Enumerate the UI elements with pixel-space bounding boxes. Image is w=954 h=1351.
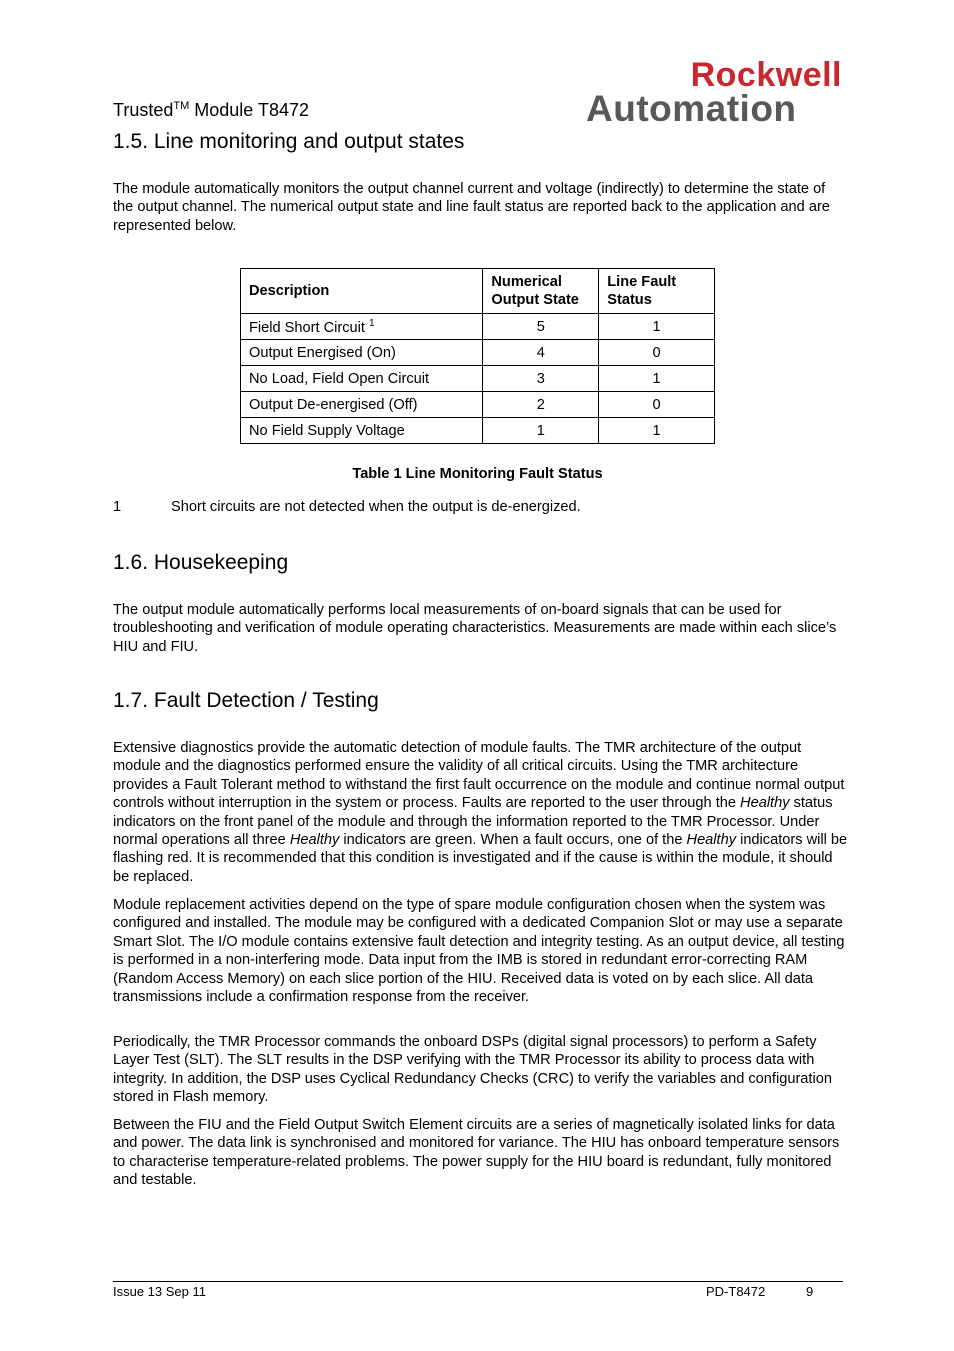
col-output-state: Numerical Output State [483, 269, 599, 314]
row-output-state: 3 [483, 366, 599, 392]
footer-page-number: 9 [806, 1284, 814, 1299]
p1-text-b: status indicators on the front panel of the module and through the information reported to the TMR Processor. Under normal operations all three [113, 795, 833, 849]
row-line-fault: 0 [599, 340, 715, 366]
title-rest: Module T8472 [189, 100, 310, 120]
table-row [241, 340, 715, 366]
footer-divider [113, 1281, 843, 1282]
p1-healthy-1: Healthy [740, 795, 790, 812]
heading-line-monitoring: 1.5. Line monitoring and output states [113, 130, 465, 153]
title-main: Trusted [113, 100, 174, 120]
p1-text-c: indicators are green. When a fault occurs, one of the [339, 832, 687, 849]
footnote-text: Short circuits are not detected when the output is de-energized. [171, 499, 581, 515]
trademark-sup: TM [173, 100, 190, 112]
row-description: No Field Supply Voltage [241, 418, 483, 444]
line-monitoring-intro: The module automatically monitors the output channel current and voltage (indirectly) to determine the state of the output channel. The numerical output state and line fault status are reported back to the application and are represented below. [113, 181, 830, 234]
row-description: Output Energised (On) [241, 340, 483, 366]
p1-text-a: Extensive diagnostics provide the automatic detection of module faults. The TMR architecture of the output module and the diagnostics performed ensure the validity of all critical circuits. Using the TMR architecture provides a Fault Tolerant method to withstand the first fault occurrence on the module and continue normal output controls without interruption in the system or process. Faults are reported to the user through the [113, 740, 845, 812]
logo-line-automation: Automation [586, 88, 797, 129]
p1-healthy-2: Healthy [289, 832, 340, 849]
col-description: Description [241, 269, 483, 314]
footer-doc-id: PD-T8472 [706, 1284, 766, 1299]
p1-text-d: indicators will be flashing red. It is recommended that this condition is investigated and if the cause is within the module, it should be replaced. [113, 832, 848, 885]
row-line-fault: 1 [599, 314, 715, 340]
row-line-fault: 1 [599, 418, 715, 444]
row-output-state: 4 [483, 340, 599, 366]
row-output-state: 2 [483, 392, 599, 418]
heading-housekeeping: 1.6. Housekeeping [113, 551, 289, 574]
table-caption: Table 1 Line Monitoring Fault Status [352, 466, 603, 482]
row-description [241, 314, 483, 340]
fault-detection-paragraph-2: Module replacement activities depend on the type of spare module configuration chosen when the system was configured and installed. The module may be configured with a dedicated Companion Slot or may use a separate Smart Slot. The I/O module contains extensive fault detection and integrity testing. As an output device, all testing is performed in a non-interfering mode. Data input from the IMB is stored in redundant error-correcting RAM (Random Access Memory) on each slice portion of the HIU. Received data is voted on by each slice. All data transmissions include a confirmation response from the receiver. [113, 897, 845, 1006]
table-row [241, 366, 715, 392]
document-title [113, 100, 309, 121]
row-line-fault: 0 [599, 392, 715, 418]
table-row [241, 314, 715, 340]
rockwell-automation-logo [586, 56, 846, 129]
row-description: Output De-energised (Off) [241, 392, 483, 418]
fault-status-table [240, 268, 715, 444]
footnote-number: 1 [113, 499, 122, 515]
row-desc-text: Field Short Circuit [249, 319, 370, 336]
housekeeping-body: The output module automatically performs local measurements of on-board signals that can be used for troubleshooting and verification of module operating characteristics. Measurements are made within each slice’s HIU and FIU. [113, 602, 837, 655]
footer-issue: Issue 13 Sep 11 [113, 1284, 206, 1299]
table-row [241, 392, 715, 418]
logo-line-rockwell: Rockwell [690, 56, 842, 94]
col-line-fault: Line Fault Status [599, 269, 715, 314]
row-line-fault: 1 [599, 366, 715, 392]
footnote-ref: 1 [369, 317, 375, 329]
row-output-state: 5 [483, 314, 599, 340]
row-description: No Load, Field Open Circuit [241, 366, 483, 392]
table-header-row [241, 269, 715, 314]
heading-fault-detection: 1.7. Fault Detection / Testing [113, 689, 379, 712]
fault-detection-paragraph-1 [113, 739, 848, 886]
fault-detection-paragraph-3: Periodically, the TMR Processor commands the onboard DSPs (digital signal processors) to perform a Safety Layer Test (SLT). The SLT results in the DSP verifying with the TMR Processor its ability to process data with integrity. In addition, the DSP uses Cyclical Redundancy Checks (CRC) to verify the variables and configuration stored in Flash memory. [113, 1034, 832, 1106]
p1-healthy-3: Healthy [686, 832, 737, 849]
fault-detection-paragraph-4: Between the FIU and the Field Output Switch Element circuits are a series of magnetically isolated links for data and power. The data link is synchronised and monitored for variance. The HIU has onboard temperature sensors to characterise temperature-related problems. The power supply for the HIU board is redundant, fully monitored and testable. [113, 1117, 840, 1189]
table-row [241, 418, 715, 444]
row-output-state: 1 [483, 418, 599, 444]
